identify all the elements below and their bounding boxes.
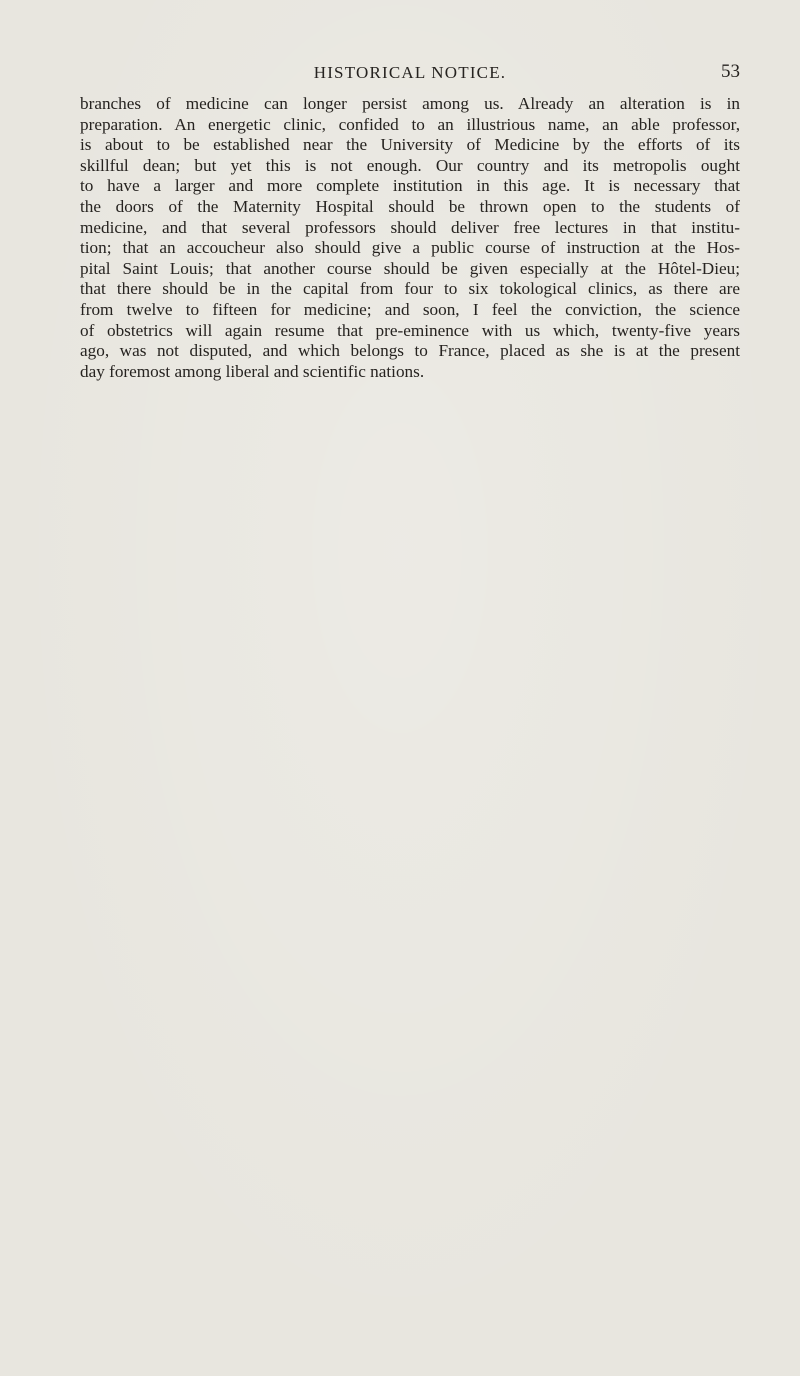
text-line: branches of medicine can longer persist among us. Already an alteration is in xyxy=(80,94,740,113)
text-line: from twelve to fifteen for medicine; and soon, I feel the conviction, the science xyxy=(80,299,740,319)
text-line: preparation. An energetic clinic, confided to an illustrious name, an able professor, xyxy=(80,114,740,134)
body-paragraph xyxy=(80,94,740,382)
text-line: ago, was not disputed, and which belongs to France, placed as she is at the present xyxy=(80,341,740,361)
page-number: 53 xyxy=(721,61,740,82)
text-line: of obstetrics will again resume that pre-eminence with us which, twenty-five years xyxy=(80,320,740,340)
text-line: is about to be established near the University of Medicine by the efforts of its xyxy=(80,135,740,155)
running-head xyxy=(80,63,740,91)
running-title: HISTORICAL NOTICE. xyxy=(313,63,507,82)
text-line: that there should be in the capital from four to six tokological clinics, as there are xyxy=(80,279,740,299)
text-line-last: day foremost among liberal and scientific nations. xyxy=(80,361,425,381)
text-line: the doors of the Maternity Hospital should be thrown open to the students of xyxy=(80,196,740,216)
text-line: tion; that an accoucheur also should give a public course of instruction at the Hos- xyxy=(80,238,740,258)
text-line: medicine, and that several professors should deliver free lectures in that institu- xyxy=(80,217,740,237)
text-line: to have a larger and more complete institution in this age. It is necessary that xyxy=(80,176,740,196)
text-line: pital Saint Louis; that another course should be given especially at the Hôtel-Dieu; xyxy=(80,258,740,278)
text-line: skillful dean; but yet this is not enough. Our country and its metropolis ought xyxy=(80,155,740,175)
